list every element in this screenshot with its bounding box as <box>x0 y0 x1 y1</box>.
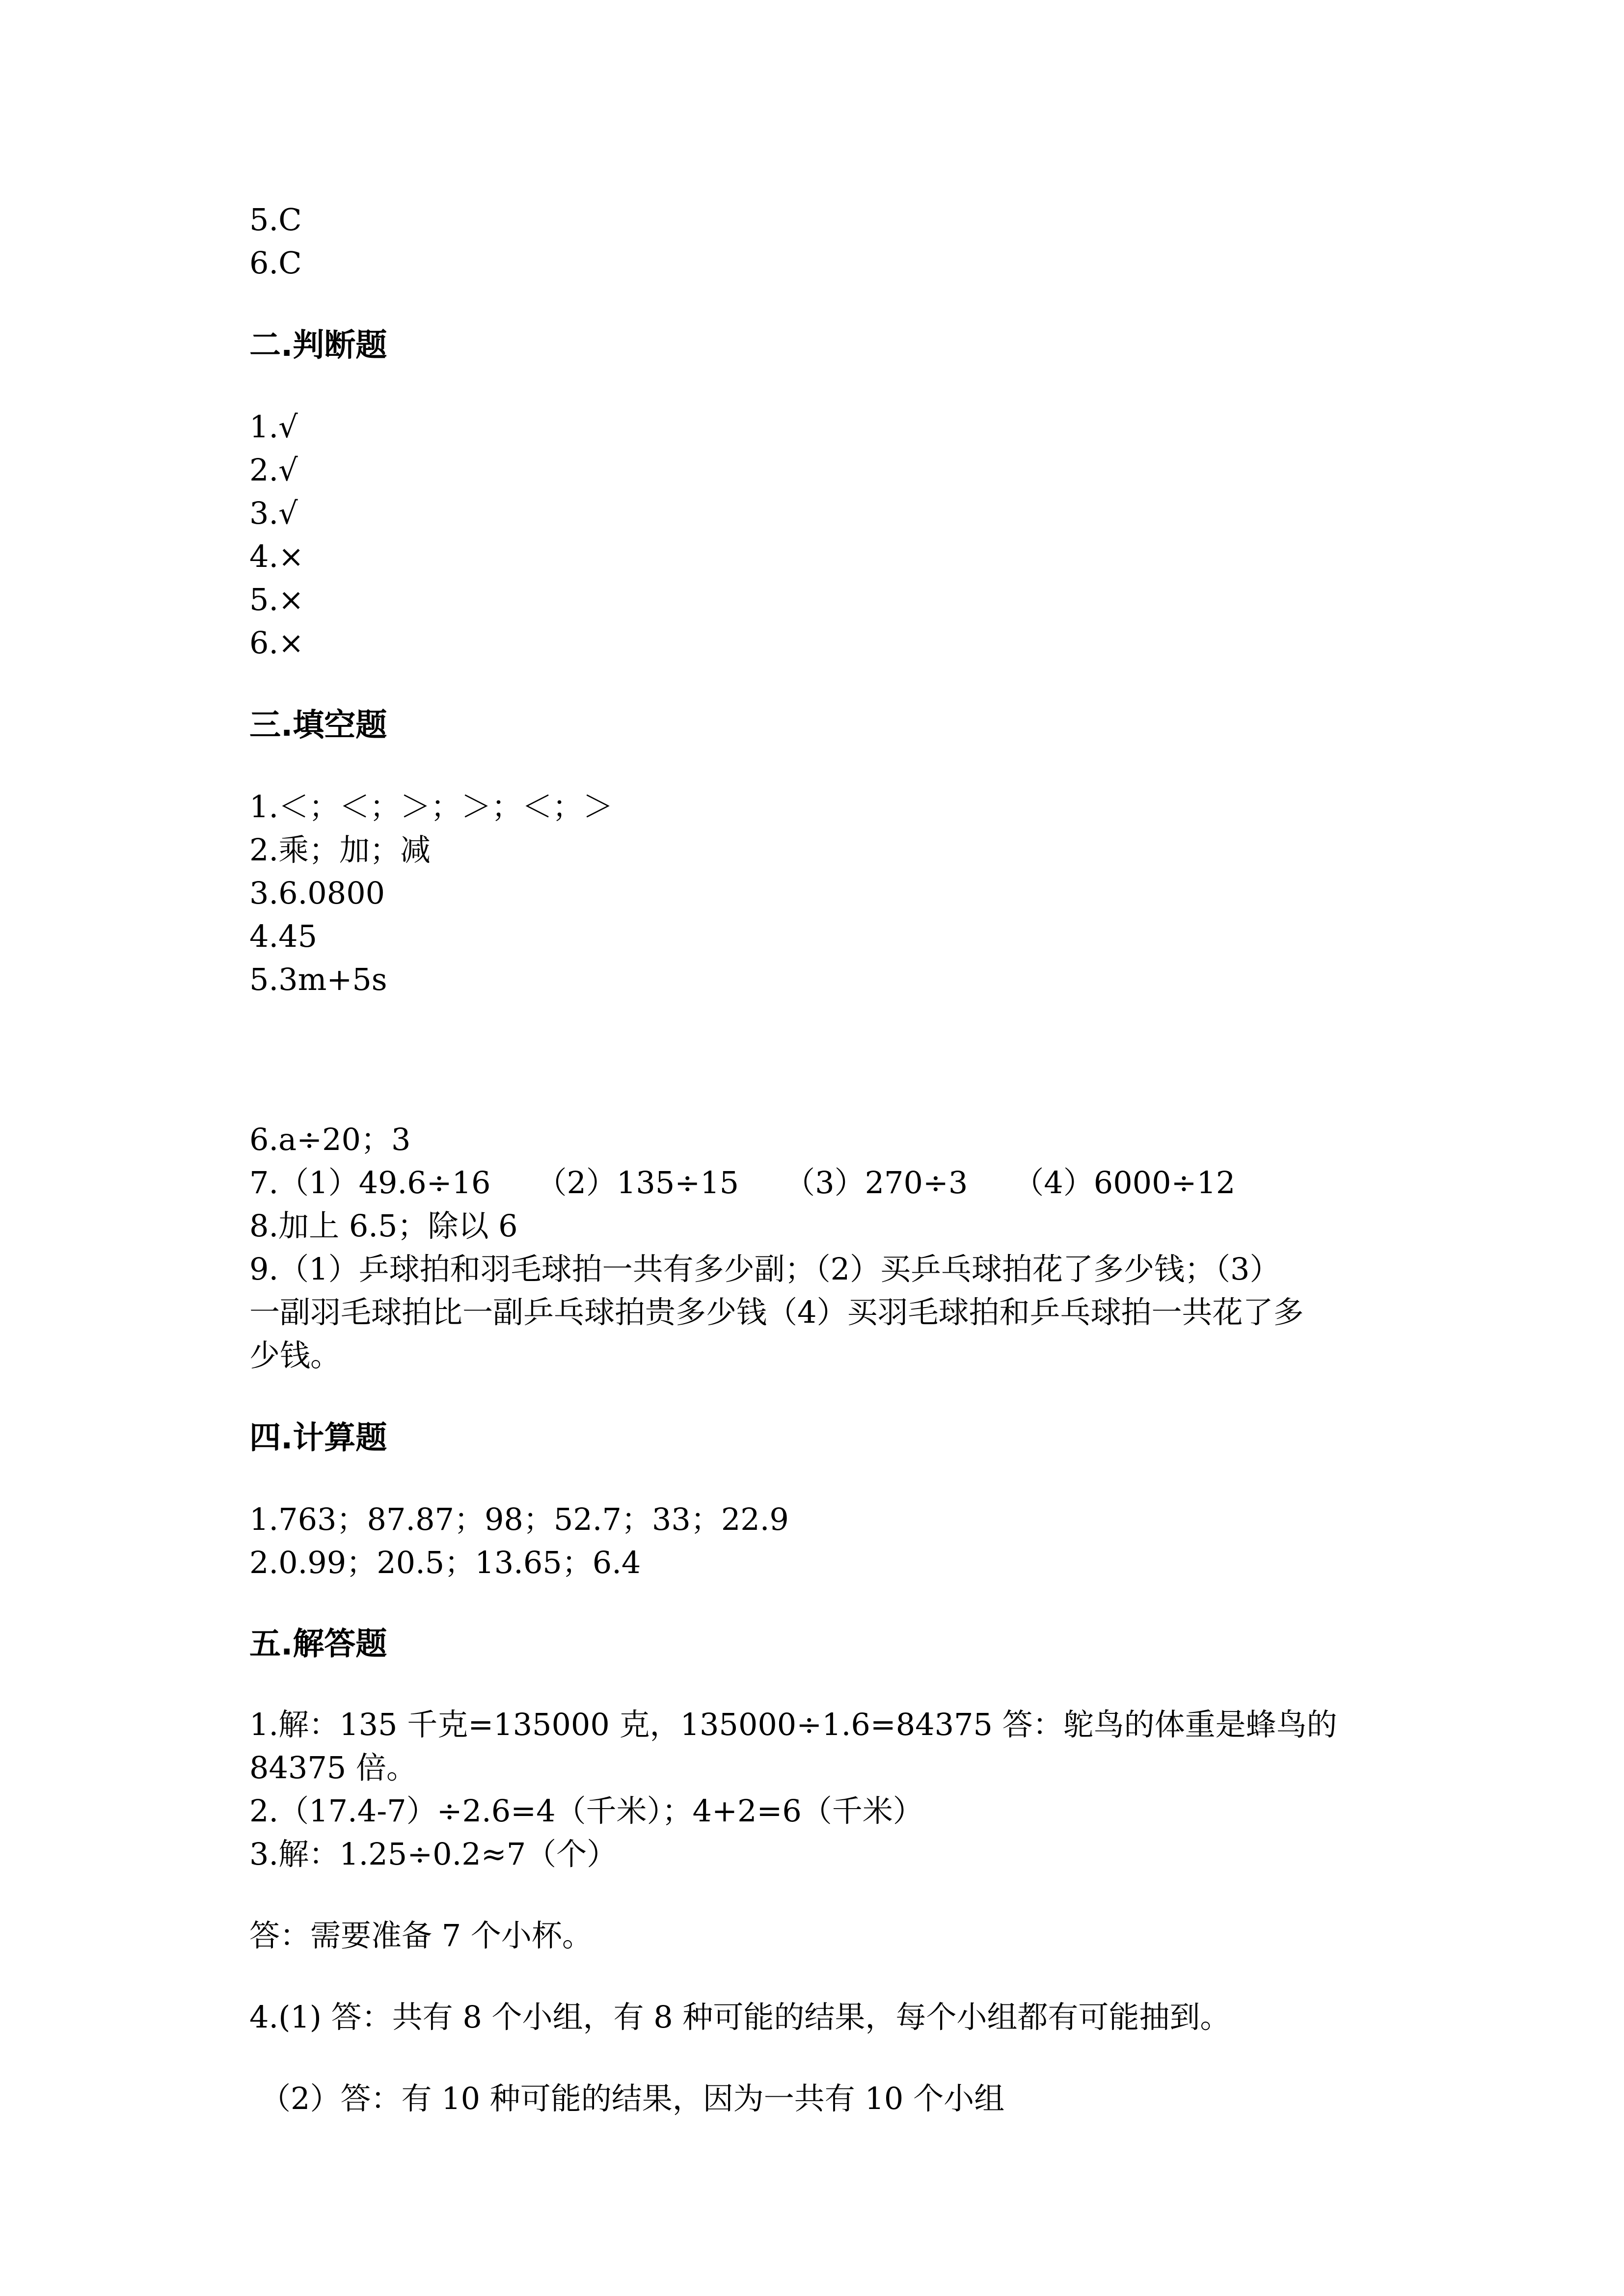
answer-line: 一副羽毛球拍比一副乒乓球拍贵多少钱（4）买羽毛球拍和乒乓球拍一共花了多 <box>249 1294 1304 1330</box>
answer-line: 3.解：1.25÷0.2≈7（个） <box>249 1836 618 1872</box>
answer-line: 84375 倍。 <box>249 1750 417 1786</box>
answer-line: 答：需要准备 7 个小杯。 <box>249 1918 593 1953</box>
section-heading-judgment: 二.判断题 <box>249 327 387 364</box>
section-heading-calculation: 四.计算题 <box>249 1420 387 1456</box>
answer-line: 7.（1）49.6÷16 （2）135÷15 （3）270÷3 （4）6000÷12 <box>249 1165 1236 1201</box>
answer-line: 6.a÷20；3 <box>249 1121 411 1157</box>
section-heading-fill-blank: 三.填空题 <box>249 707 387 744</box>
answer-line: 2.乘；加；减 <box>249 832 431 868</box>
answer-line: 6.× <box>249 625 304 661</box>
answer-line: 5.3m+5s <box>249 961 387 997</box>
answer-line: 4.(1) 答：共有 8 个小组，有 8 种可能的结果，每个小组都有可能抽到。 <box>249 1999 1231 2035</box>
answer-line: 3.√ <box>249 495 298 531</box>
answer-line: 2.（17.4-7）÷2.6=4（千米）；4+2=6（千米） <box>249 1793 923 1829</box>
answer-line: 3.6.0800 <box>249 875 385 911</box>
answer-line: 9.（1）乒球拍和羽毛球拍一共有多少副；（2）买乒乓球拍花了多少钱；（3） <box>249 1251 1280 1287</box>
answer-line: 6.C <box>249 245 302 281</box>
answer-line: 2.0.99；20.5；13.65；6.4 <box>249 1545 641 1580</box>
answer-line: 4.45 <box>249 918 318 954</box>
answer-line: 1.763；87.87；98；52.7；33；22.9 <box>249 1501 789 1537</box>
answer-line: 少钱。 <box>249 1337 341 1373</box>
answer-line: 8.加上 6.5；除以 6 <box>249 1208 518 1244</box>
answer-line: 1.＜；＜；＞；＞；＜；＞ <box>249 789 614 825</box>
answer-line: 1.√ <box>249 409 298 445</box>
answer-line: 4.× <box>249 538 304 574</box>
answer-line: 5.× <box>249 582 304 617</box>
section-heading-solutions: 五.解答题 <box>249 1626 387 1662</box>
answer-line: 2.√ <box>249 452 298 488</box>
answer-line: 1.解：135 千克=135000 克，135000÷1.6=84375 答：鸵鸟的体重是蜂鸟的 <box>249 1707 1337 1742</box>
answer-line: （2）答：有 10 种可能的结果，因为一共有 10 个小组 <box>260 2081 1005 2116</box>
answer-line: 5.C <box>249 202 302 238</box>
